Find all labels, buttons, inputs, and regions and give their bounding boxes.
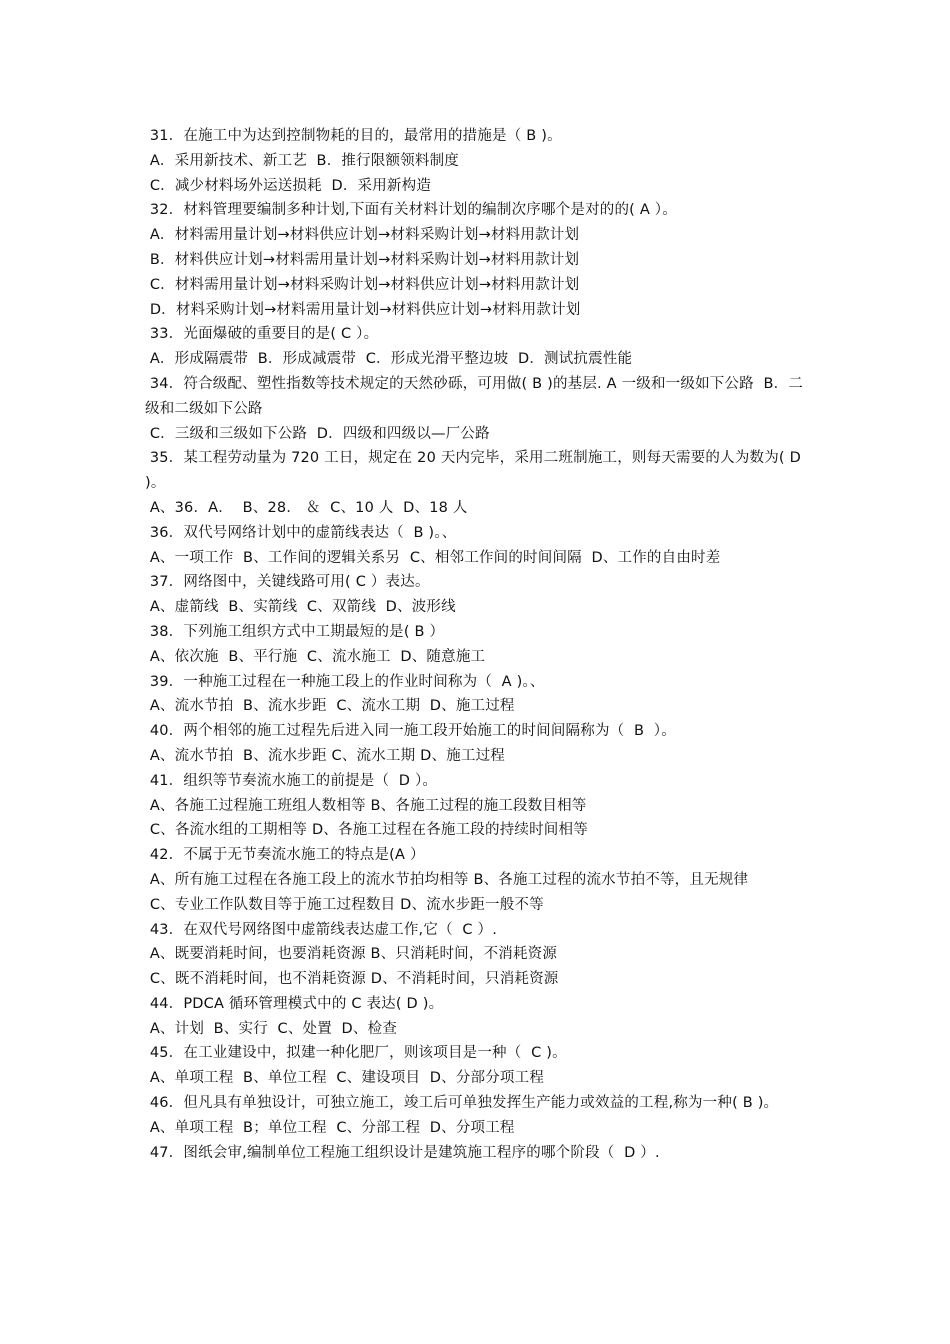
text-line-32-option-c: C．材料需用量计划→材料采购计划→材料供应计划→材料用款计划	[145, 276, 580, 293]
text-line-33-question: 33．光面爆破的重要目的是( C ）。	[145, 326, 379, 343]
text-line-41-options-ab: A、各施工过程施工班组人数相等 B、各施工过程的施工段数目相等	[145, 797, 587, 814]
text-line-41-question: 41．组织等节奏流水施工的前提是（ D ）。	[145, 772, 438, 789]
text-line-44-question: 44．PDCA 循环管理模式中的 C 表达( D )。	[145, 995, 444, 1012]
text-line-36-question: 36．双代号网络计划中的虚箭线表达（ B )。、	[145, 524, 457, 541]
text-line-43-question: 43．在双代号网络图中虚箭线表达虚工作,它（ C ）.	[145, 921, 498, 938]
text-line-42-options-cd: C、专业工作队数目等于施工过程数目 D、流水步距一般不等	[145, 896, 544, 913]
text-line-38-options: A、依次施 B、平行施 C、流水施工 D、随意施工	[145, 648, 486, 665]
text-line-39-question: 39．一种施工过程在一种施工段上的作业时间称为（ A )。、	[145, 673, 545, 690]
text-line-47-question: 47．图纸会审,编制单位工程施工组织设计是建筑施工程序的哪个阶段（ D ）.	[145, 1144, 660, 1161]
text-line-31-options-cd: C．减少材料场外运送损耗 D．采用新构造	[145, 177, 432, 194]
text-line-37-options: A、虚箭线 B、实箭线 C、双箭线 D、波形线	[145, 599, 456, 616]
text-line-41-options-cd: C、各流水组的工期相等 D、各施工过程在各施工段的持续时间相等	[145, 822, 588, 839]
text-line-32-option-b: B．材料供应计划→材料需用量计划→材料采购计划→材料用款计划	[145, 251, 580, 268]
text-line-46-options: A、单项工程 B；单位工程 C、分部工程 D、分项工程	[145, 1119, 515, 1136]
text-line-40-question: 40．两个相邻的施工过程先后进入同一施工段开始施工的时间间隔称为（ B ）。	[145, 723, 676, 740]
text-line-35-question: 35．某工程劳动量为 720 工日，规定在 20 天内完毕，采用二班制施工，则每天需要的人为数为( D )。	[145, 450, 806, 492]
text-line-45-question: 45．在工业建设中，拟建一种化肥厂，则该项目是一种（ C )。	[145, 1045, 567, 1062]
text-line-32-question: 32．材料管理要编制多种计划,下面有关材料计划的编制次序哪个是对的的( A ）。	[145, 202, 677, 219]
text-line-46-question: 46．但凡具有单独设计，可独立施工，竣工后可单独发挥生产能力或效益的工程,称为一种( B )。	[145, 1095, 779, 1112]
text-line-33-options: A．形成隔震带 B．形成减震带 C．形成光滑平整边坡 D．测试抗震性能	[145, 351, 633, 368]
document-body	[145, 124, 810, 1165]
text-line-34-options: C．三级和三级如下公路 D．四级和四级以—厂公路	[145, 425, 490, 442]
text-line-38-question: 38．下列施工组织方式中工期最短的是( B ）	[145, 623, 445, 640]
text-line-32-option-d: D．材料采购计划→材料需用量计划→材料供应计划→材料用款计划	[145, 301, 581, 318]
text-line-34-question: 34．符合级配、塑性指数等技术规定的天然砂砾，可用做( B )的基层. A 一级和一级如下公路 B．二级和二级如下公路	[145, 375, 804, 417]
text-line-40-options: A、流水节拍 B、流水步距 C、流水工期 D、施工过程	[145, 747, 506, 764]
text-line-36-options: A、一项工作 B、工作间的逻辑关系另 C、相邻工作间的时间间隔 D、工作的自由时差	[145, 549, 721, 566]
text-line-35-options: A、36．A． B、28． ＆ C、10 人 D、18 人	[145, 499, 468, 516]
text-line-42-options-ab: A、所有施工过程在各施工段上的流水节拍均相等 B、各施工过程的流水节拍不等，且无规律	[145, 871, 749, 888]
text-line-45-options: A、单项工程 B、单位工程 C、建设项目 D、分部分项工程	[145, 1070, 545, 1087]
text-line-44-options: A、计划 B、实行 C、处置 D、检查	[145, 1020, 398, 1037]
text-line-31-options-ab: A．采用新技术、新工艺 B．推行限额领料制度	[145, 152, 459, 169]
text-line-31-question: 31．在施工中为达到控制物耗的目的，最常用的措施是（ B )。	[145, 128, 562, 144]
text-line-32-option-a: A．材料需用量计划→材料供应计划→材料采购计划→材料用款计划	[145, 227, 580, 244]
text-line-43-options-cd: C、既不消耗时间，也不消耗资源 D、不消耗时间，只消耗资源	[145, 971, 559, 988]
text-line-39-options: A、流水节拍 B、流水步距 C、流水工期 D、施工过程	[145, 698, 515, 715]
text-line-42-question: 42．不属于无节奏流水施工的特点是(A ）	[145, 847, 425, 864]
text-line-43-options-ab: A、既要消耗时间，也要消耗资源 B、只消耗时间，不消耗资源	[145, 946, 558, 963]
text-line-37-question: 37．网络图中，关键线路可用( C ）表达。	[145, 574, 430, 591]
